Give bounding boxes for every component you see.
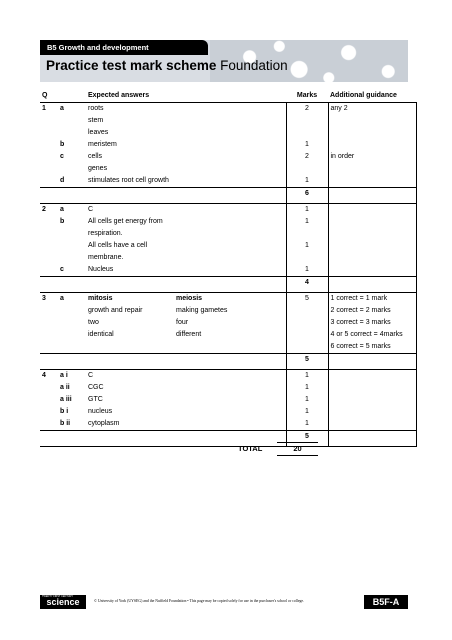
copyright-text: © University of York (UYSEG) and the Nuffield Foundation • This page may be copied solely for use in the purchaser's school or college.: [94, 599, 305, 603]
table-row: [40, 240, 416, 264]
guidance-cell: 4 or 5 correct = 4marks: [328, 329, 416, 341]
question-part: [58, 277, 86, 293]
answer-cell: [86, 216, 286, 240]
answer-cell: [86, 163, 286, 175]
answer-cell: [86, 103, 286, 116]
guidance-cell: [328, 418, 416, 431]
answer-cell: [86, 240, 286, 264]
answer-cell: [86, 115, 286, 127]
answer-text: C: [88, 372, 94, 379]
page-header: [40, 40, 408, 82]
marks-cell: 1: [286, 382, 328, 394]
marks-cell: 1: [286, 264, 328, 277]
answer-cell: [86, 370, 286, 383]
question-number: [40, 277, 58, 293]
marks-cell: [286, 329, 328, 341]
science-logo: [40, 595, 86, 609]
question-part: [58, 329, 86, 341]
question-part: b: [60, 218, 65, 225]
question-part: c: [60, 266, 64, 273]
question-part: [58, 188, 86, 204]
col-q: Q: [40, 90, 58, 103]
answer-cell: [86, 293, 286, 306]
question-part: [58, 431, 86, 447]
question-part: a: [60, 295, 64, 302]
answer-text: growth and repair: [88, 307, 143, 314]
answer-text: leaves: [88, 129, 109, 136]
guidance-cell: [328, 354, 416, 370]
answer-text: meristem: [88, 141, 117, 148]
answer-cell: [86, 204, 286, 217]
answer-text: genes: [88, 165, 108, 172]
table-row: [40, 394, 416, 406]
question-part: b: [60, 141, 65, 148]
unit-label: B5 Growth and development: [40, 40, 208, 55]
question-part: [58, 115, 86, 127]
answer-text: C: [88, 206, 94, 213]
answer-cell: [86, 329, 286, 341]
answer-cell: [86, 394, 286, 406]
question-number: [40, 139, 58, 151]
guidance-cell: [328, 240, 416, 264]
table-row: [40, 204, 416, 217]
table-row: [40, 293, 416, 306]
total-value: 20: [277, 442, 318, 456]
guidance-cell: [328, 139, 416, 151]
answer-text: All cells have a cell membrane.: [88, 242, 148, 261]
table-row: [40, 151, 416, 163]
marks-cell: 4: [286, 277, 328, 293]
table-row: [40, 163, 416, 175]
total-label: TOTAL: [238, 444, 263, 453]
guidance-cell: [328, 115, 416, 127]
table-header-row: [40, 90, 416, 103]
answer-cell: [86, 354, 286, 370]
footer: [40, 595, 408, 609]
subtotal-row: [40, 354, 416, 370]
answer-text: cells: [88, 153, 103, 160]
guidance-cell: 2 correct = 2 marks: [328, 305, 416, 317]
table-row: [40, 305, 416, 317]
question-part: [58, 354, 86, 370]
table-row: [40, 139, 416, 151]
marks-cell: 1: [286, 406, 328, 418]
answer-cell: [86, 264, 286, 277]
answer-text: GTC: [88, 396, 103, 403]
table-row: [40, 406, 416, 418]
answer-text: cytoplasm: [88, 420, 120, 427]
guidance-cell: [328, 216, 416, 240]
marks-cell: 1: [286, 216, 328, 240]
question-part: [58, 317, 86, 329]
answer-text: two: [88, 319, 99, 326]
marks-cell: 6: [286, 188, 328, 204]
guidance-cell: [328, 175, 416, 188]
marks-cell: 5: [286, 431, 328, 447]
marks-cell: 5: [286, 293, 328, 306]
marks-cell: [286, 317, 328, 329]
marks-cell: 1: [286, 240, 328, 264]
question-number: [40, 127, 58, 139]
guidance-cell: [328, 188, 416, 204]
answer-text: nucleus: [88, 408, 113, 415]
marks-cell: 2: [286, 103, 328, 116]
answer-text: stimulates root cell growth: [88, 177, 169, 184]
answer-cell: [86, 317, 286, 329]
guidance-cell: [328, 382, 416, 394]
page-title: [46, 58, 288, 73]
question-number: [40, 163, 58, 175]
question-number: [40, 188, 58, 204]
answer-cell: [86, 341, 286, 354]
table-body: [40, 103, 416, 447]
question-number: [40, 354, 58, 370]
guidance-cell: [328, 370, 416, 383]
question-number: [40, 175, 58, 188]
answer-text-2: meiosis: [176, 295, 203, 302]
marks-cell: 1: [286, 370, 328, 383]
marks-cell: [286, 305, 328, 317]
question-part: [58, 341, 86, 354]
question-number: 1: [42, 105, 46, 112]
answer-text: Nucleus: [88, 266, 114, 273]
question-part: a: [60, 105, 64, 112]
answer-text: mitosis: [88, 295, 113, 302]
guidance-cell: 6 correct = 5 marks: [328, 341, 416, 354]
question-part: a ii: [60, 384, 70, 391]
guidance-cell: [328, 204, 416, 217]
question-number: [40, 305, 58, 317]
marks-cell: 5: [286, 354, 328, 370]
answer-cell: [86, 175, 286, 188]
title-level: Foundation: [220, 58, 288, 73]
answer-cell: [86, 406, 286, 418]
answer-cell: [86, 382, 286, 394]
answer-text-2: different: [176, 331, 202, 338]
table-row: [40, 264, 416, 277]
table-row: [40, 418, 416, 431]
question-number: 2: [42, 206, 46, 213]
col-guidance: Additional guidance: [328, 90, 416, 103]
question-number: [40, 329, 58, 341]
answer-cell: [86, 151, 286, 163]
marks-cell: 1: [286, 418, 328, 431]
table-row: [40, 115, 416, 127]
marks-cell: 2: [286, 151, 328, 163]
marks-cell: [286, 341, 328, 354]
page-code: B5F-A: [364, 595, 408, 609]
answer-cell: [86, 188, 286, 204]
answer-text: roots: [88, 105, 104, 112]
question-number: [40, 406, 58, 418]
answer-cell: [86, 277, 286, 293]
question-number: [40, 151, 58, 163]
answer-text-2: making gametes: [176, 307, 228, 314]
col-marks: Marks: [286, 90, 328, 103]
marks-cell: 1: [286, 139, 328, 151]
question-part: b i: [60, 408, 69, 415]
guidance-cell: [328, 394, 416, 406]
question-part: [58, 127, 86, 139]
subtotal-row: [40, 188, 416, 204]
answer-cell: [86, 305, 286, 317]
guidance-cell: [328, 431, 416, 447]
marks-cell: [286, 115, 328, 127]
question-number: 4: [42, 372, 46, 379]
answer-text-2: four: [176, 319, 189, 326]
question-part: [58, 163, 86, 175]
answer-text: identical: [88, 331, 114, 338]
guidance-cell: [328, 163, 416, 175]
question-number: [40, 431, 58, 447]
question-part: a iii: [60, 396, 72, 403]
answer-text: All cells get energy from respiration.: [88, 218, 163, 237]
subtotal-row: [40, 277, 416, 293]
answer-text: CGC: [88, 384, 104, 391]
answer-cell: [86, 139, 286, 151]
guidance-cell: 1 correct = 1 mark: [328, 293, 416, 306]
question-number: [40, 382, 58, 394]
question-number: [40, 264, 58, 277]
title-bold: Practice test mark scheme: [46, 58, 217, 73]
table-row: [40, 317, 416, 329]
table-row: [40, 370, 416, 383]
marks-cell: [286, 163, 328, 175]
subtotal-row: [40, 431, 416, 447]
table-row: [40, 216, 416, 240]
question-number: 3: [42, 295, 46, 302]
table-row: [40, 341, 416, 354]
question-number: [40, 394, 58, 406]
logo-small-text: TWENTY FIRST CENTURY: [42, 595, 74, 598]
guidance-cell: in order: [328, 151, 416, 163]
question-part: d: [60, 177, 65, 184]
table-row: [40, 382, 416, 394]
question-number: [40, 317, 58, 329]
table-row: [40, 175, 416, 188]
question-part: a: [60, 206, 64, 213]
marks-cell: 1: [286, 394, 328, 406]
question-number: [40, 418, 58, 431]
guidance-cell: [328, 277, 416, 293]
question-part: [58, 305, 86, 317]
question-part: a i: [60, 372, 68, 379]
guidance-cell: 3 correct = 3 marks: [328, 317, 416, 329]
marks-cell: 1: [286, 204, 328, 217]
guidance-cell: [328, 406, 416, 418]
answer-text: stem: [88, 117, 104, 124]
logo-text: science: [46, 597, 80, 607]
guidance-cell: [328, 127, 416, 139]
table-row: [40, 329, 416, 341]
question-number: [40, 115, 58, 127]
question-number: [40, 341, 58, 354]
question-number: [40, 216, 58, 240]
question-number: [40, 240, 58, 264]
marks-cell: 1: [286, 175, 328, 188]
question-part: [58, 240, 86, 264]
guidance-cell: any 2: [328, 103, 416, 116]
col-answers: Expected answers: [86, 90, 286, 103]
table-row: [40, 127, 416, 139]
question-part: b ii: [60, 420, 71, 427]
col-part: [58, 90, 86, 103]
table-row: [40, 103, 416, 116]
mark-scheme-table: [40, 90, 417, 447]
answer-cell: [86, 127, 286, 139]
question-part: c: [60, 153, 64, 160]
guidance-cell: [328, 264, 416, 277]
answer-cell: [86, 418, 286, 431]
marks-cell: [286, 127, 328, 139]
